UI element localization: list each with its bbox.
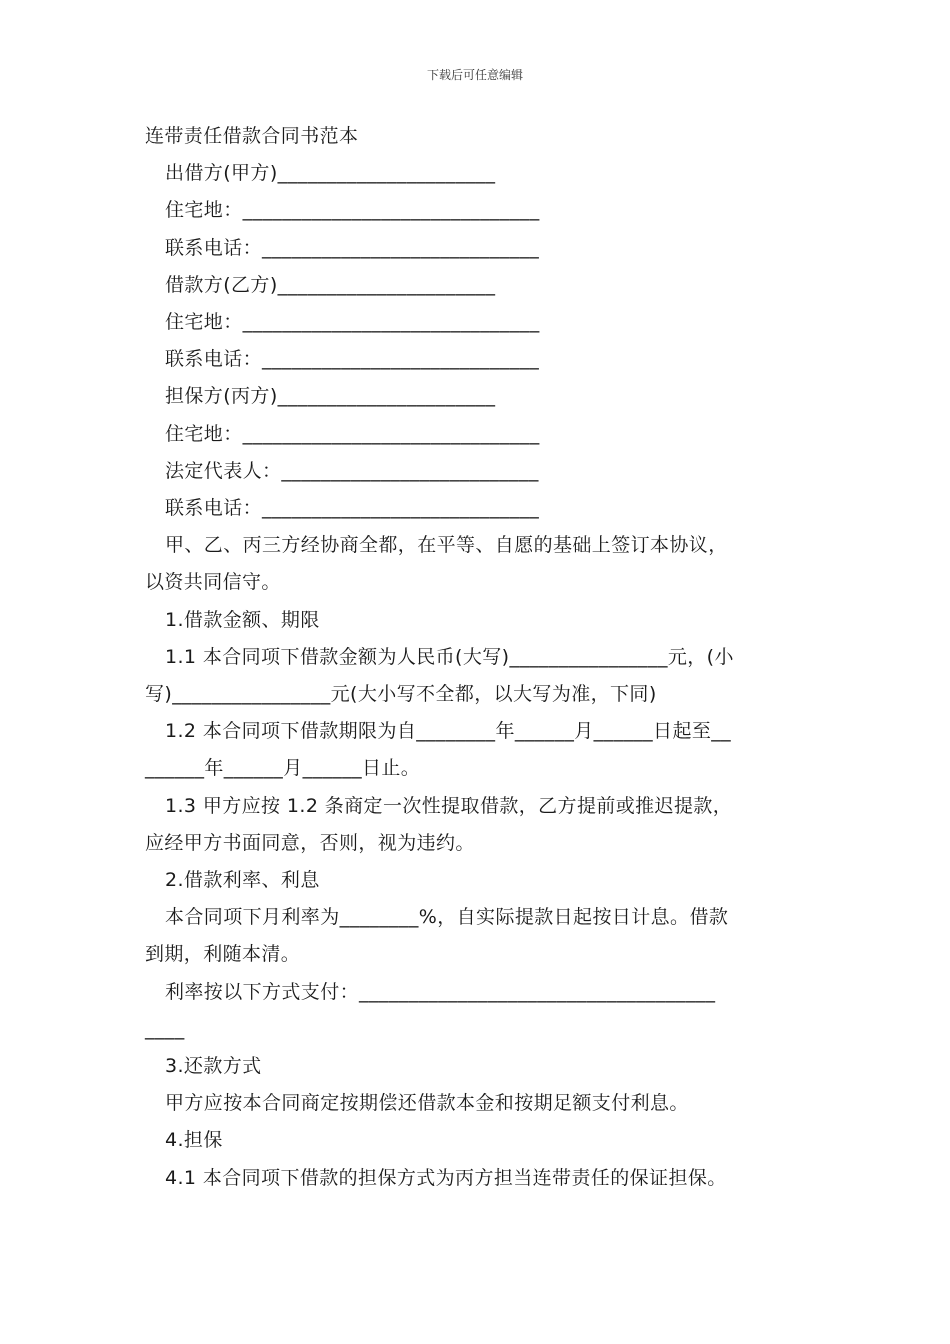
- paragraph-line: 应经甲方书面同意，否则，视为违约。: [145, 831, 475, 854]
- document-body: [145, 118, 815, 1197]
- paragraph-line: ____: [145, 1017, 185, 1040]
- section-heading: 4.担保: [165, 1129, 223, 1152]
- borrower-phone-line: 联系电话：____________________________: [165, 348, 540, 371]
- paragraph-line: 以资共同信守。: [145, 571, 281, 594]
- guarantor-address-line: 住宅地：______________________________: [165, 422, 540, 445]
- guarantor-name-line: 担保方(丙方)______________________: [165, 385, 496, 408]
- page-header: 下载后可任意编辑: [426, 68, 523, 82]
- paragraph-line: 1.2 本合同项下借款期限为自________年______月______日起至__: [165, 720, 732, 743]
- paragraph-line: 本合同项下月利率为________%，自实际提款日起按日计息。借款: [165, 906, 729, 929]
- paragraph-line: 写)________________元(大小写不全都，以大写为准，下同): [145, 683, 657, 706]
- paragraph-line: 1.3 甲方应按 1.2 条商定一次性提取借款，乙方提前或推迟提款，: [165, 794, 733, 817]
- document-title: 连带责任借款合同书范本: [145, 125, 359, 147]
- borrower-name-line: 借款方(乙方)______________________: [165, 273, 496, 296]
- paragraph-line: 到期，利随本清。: [145, 943, 301, 966]
- paragraph-line: 甲方应按本合同商定按期偿还借款本金和按期足额支付利息。: [165, 1092, 689, 1115]
- lender-address-line: 住宅地：______________________________: [165, 199, 540, 222]
- lender-name-line: 出借方(甲方)______________________: [165, 162, 496, 185]
- paragraph-line: 4.1 本合同项下借款的担保方式为丙方担当连带责任的保证担保。: [165, 1166, 727, 1189]
- section-heading: 3.还款方式: [165, 1055, 262, 1078]
- guarantor-representative-line: 法定代表人：__________________________: [165, 459, 539, 482]
- lender-phone-line: 联系电话：____________________________: [165, 236, 540, 259]
- section-heading: 2.借款利率、利息: [165, 869, 320, 892]
- paragraph-line: 利率按以下方式支付：____________________________________: [165, 980, 716, 1003]
- paragraph-line: 1.1 本合同项下借款金额为人民币(大写)________________元，(小: [165, 645, 734, 668]
- paragraph-line: 甲、乙、丙三方经协商全都，在平等、自愿的基础上签订本协议，: [165, 534, 728, 557]
- section-heading: 1.借款金额、期限: [165, 608, 320, 631]
- paragraph-line: ______年______月______日止。: [145, 757, 421, 780]
- borrower-address-line: 住宅地：______________________________: [165, 311, 540, 334]
- guarantor-phone-line: 联系电话：____________________________: [165, 497, 540, 520]
